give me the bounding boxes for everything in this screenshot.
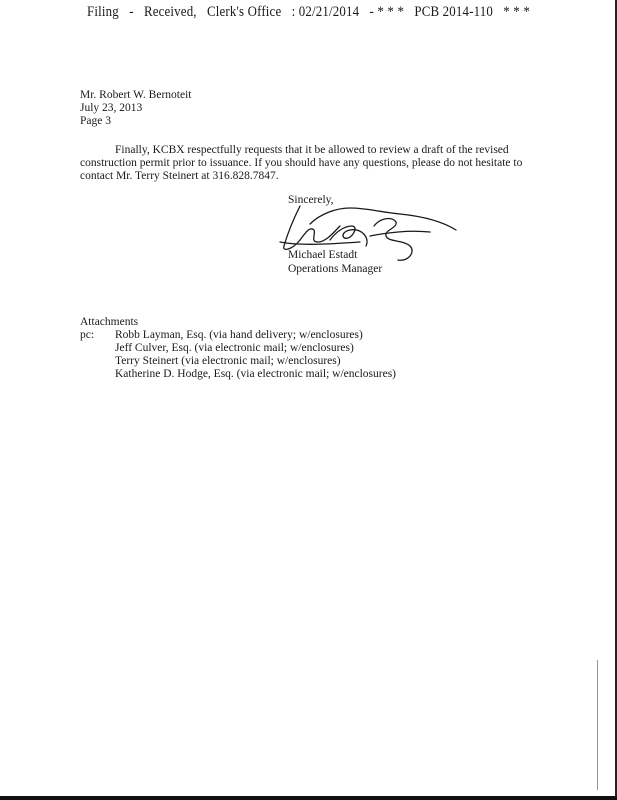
stamp-separator-stars: - * * *: [369, 4, 405, 20]
stamp-filing: Filing: [87, 4, 119, 20]
scan-bottom-edge: [0, 796, 617, 800]
salutation: Sincerely,: [288, 194, 334, 206]
filing-stamp: [43, 4, 574, 21]
signer-name: Michael Estadt: [288, 249, 358, 261]
list-item: Katherine D. Hodge, Esq. (via electronic mail; w/enclosures): [115, 368, 397, 380]
pc-list: [115, 329, 396, 381]
stamp-separator: -: [129, 4, 134, 20]
stamp-date: : 02/21/2014: [291, 4, 360, 20]
list-item: Robb Layman, Esq. (via hand delivery; w/enclosures): [115, 329, 363, 341]
letter-date: July 23, 2013: [80, 102, 143, 114]
list-item: Jeff Culver, Esq. (via electronic mail; w/enclosures): [115, 342, 354, 354]
letter-header: [80, 89, 191, 128]
page-number: Page 3: [80, 115, 111, 127]
recipient-name: Mr. Robert W. Bernoteit: [80, 89, 192, 101]
list-item: Terry Steinert (via electronic mail; w/enclosures): [115, 355, 341, 367]
stamp-docket: PCB 2014-110: [414, 4, 494, 20]
stamp-office: Clerk's Office: [206, 4, 282, 20]
signer-block: [288, 248, 382, 276]
signer-title: Operations Manager: [288, 263, 383, 275]
letter-body: [80, 144, 540, 183]
scan-margin-line: [597, 660, 598, 790]
stamp-stars: * * *: [503, 4, 530, 20]
stamp-received: Received,: [143, 4, 197, 20]
body-paragraph: Finally, KCBX respectfully requests that it be allowed to review a draft of the revised construction permit prior to issuance. If you should have any questions, please do not hesitate to contact Mr. Terry Steinert at 316.828.7847.: [80, 144, 523, 182]
pc-label: pc:: [80, 329, 95, 341]
attachments-label: Attachments: [80, 316, 139, 328]
